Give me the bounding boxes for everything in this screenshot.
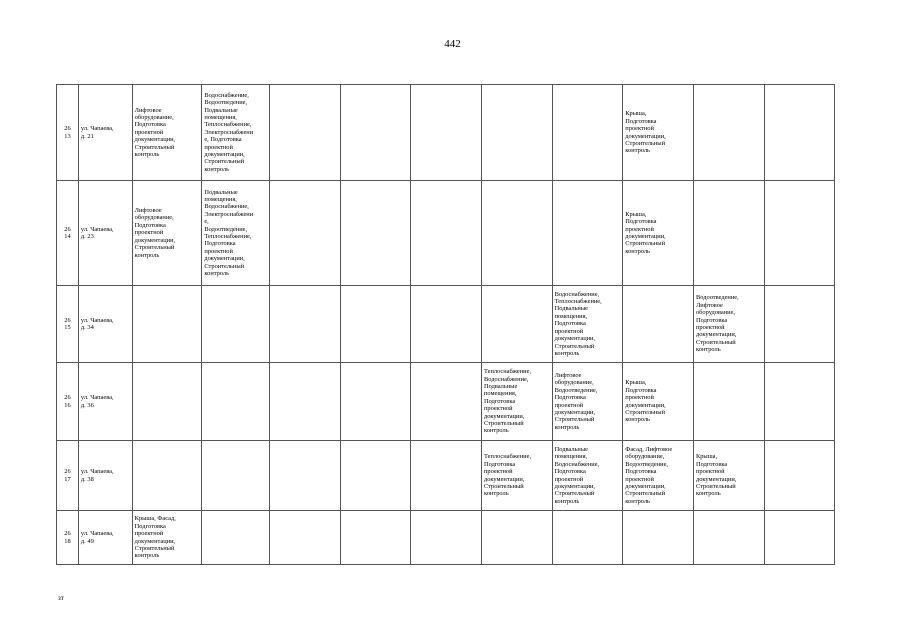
work-type-cell bbox=[270, 181, 341, 286]
row-number-cell: 26 14 bbox=[57, 181, 79, 286]
work-type-cell: Подвальные помещения, Водоснабжение, Подготовка проектной документации, Строительный контроль bbox=[552, 441, 623, 511]
table-body bbox=[57, 85, 905, 565]
work-type-cell bbox=[340, 286, 411, 363]
work-type-cell: Крыша, Подготовка проектной документации, Строительный контроль bbox=[693, 441, 764, 511]
work-type-cell bbox=[481, 181, 552, 286]
work-type-cell: Крыша, Подготовка проектной документации, Строительный контроль bbox=[623, 181, 694, 286]
work-type-cell bbox=[481, 85, 552, 181]
table-row bbox=[57, 286, 905, 363]
address-cell: ул. Чапаева, д. 21 bbox=[78, 85, 132, 181]
work-type-cell bbox=[693, 511, 764, 565]
work-type-cell bbox=[764, 181, 835, 286]
work-type-cell bbox=[693, 363, 764, 441]
work-type-cell bbox=[481, 511, 552, 565]
work-type-cell bbox=[132, 286, 202, 363]
work-type-cell bbox=[340, 363, 411, 441]
page-number: 442 bbox=[444, 38, 461, 50]
work-type-cell bbox=[411, 181, 482, 286]
work-type-cell bbox=[411, 85, 482, 181]
work-type-cell bbox=[340, 441, 411, 511]
work-type-cell: Подвальные помещения, Водоснабжение, Электроснабжени е, Водоотведение, Теплоснабжение, Подготовка проектной документации, Строительный контроль bbox=[202, 181, 270, 286]
work-type-cell bbox=[693, 181, 764, 286]
work-type-cell bbox=[270, 85, 341, 181]
work-type-cell: Фасад, Лифтовое оборудование, Водоотведение, Подготовка проектной документации, Строительный контроль bbox=[623, 441, 694, 511]
work-type-cell bbox=[623, 511, 694, 565]
work-type-cell: Крыша, Подготовка проектной документации, Строительный контроль bbox=[623, 85, 694, 181]
work-type-cell bbox=[764, 511, 835, 565]
work-type-cell: Водоснабжение, Водоотведение, Подвальные помещения, Теплоснабжение, Электроснабжени е, Подготовка проектной документации, Строительный контроль bbox=[202, 85, 270, 181]
work-type-cell bbox=[132, 363, 202, 441]
work-type-cell bbox=[764, 286, 835, 363]
footer-mark: зт bbox=[58, 594, 64, 602]
address-cell: ул. Чапаева, д. 49 bbox=[78, 511, 132, 565]
work-type-cell bbox=[270, 363, 341, 441]
work-type-cell bbox=[552, 511, 623, 565]
work-type-cell bbox=[270, 511, 341, 565]
row-number-cell: 26 15 bbox=[57, 286, 79, 363]
work-type-cell bbox=[411, 441, 482, 511]
repair-schedule-table bbox=[56, 84, 905, 565]
work-type-cell bbox=[481, 286, 552, 363]
table-row bbox=[57, 441, 905, 511]
table-row bbox=[57, 363, 905, 441]
work-type-cell: Лифтовое оборудование, Водоотведение, Подготовка проектной документации, Строительный контроль bbox=[552, 363, 623, 441]
work-type-cell bbox=[202, 441, 270, 511]
work-type-cell bbox=[623, 286, 694, 363]
row-number-cell: 26 18 bbox=[57, 511, 79, 565]
table-row bbox=[57, 181, 905, 286]
work-type-cell bbox=[411, 363, 482, 441]
work-type-cell bbox=[411, 511, 482, 565]
work-type-cell bbox=[340, 181, 411, 286]
work-type-cell bbox=[411, 286, 482, 363]
address-cell: ул. Чапаева, д. 36 bbox=[78, 363, 132, 441]
work-type-cell bbox=[202, 363, 270, 441]
work-type-cell bbox=[270, 441, 341, 511]
work-type-cell: Водоотведение, Лифтовое оборудование, Подготовка проектной документации, Строительный контроль bbox=[693, 286, 764, 363]
work-type-cell: Лифтовое оборудование, Подготовка проектной документации, Строительный контроль bbox=[132, 85, 202, 181]
work-type-cell bbox=[552, 181, 623, 286]
work-type-cell bbox=[340, 511, 411, 565]
row-number-cell: 26 13 bbox=[57, 85, 79, 181]
row-number-cell: 26 16 bbox=[57, 363, 79, 441]
work-type-cell: Теплоснабжение, Подготовка проектной документации, Строительный контроль bbox=[481, 441, 552, 511]
work-type-cell: Водоснабжение, Теплоснабжение, Подвальные помещения, Подготовка проектной документации, Строительный контроль bbox=[552, 286, 623, 363]
work-type-cell bbox=[764, 441, 835, 511]
work-type-cell: Теплоснабжение, Водоснабжение, Подвальные помещения, Подготовка проектной документации, Строительный контроль bbox=[481, 363, 552, 441]
table-row bbox=[57, 511, 905, 565]
work-type-cell bbox=[202, 511, 270, 565]
row-number-cell: 26 17 bbox=[57, 441, 79, 511]
work-type-cell bbox=[764, 85, 835, 181]
work-type-cell: Крыша, Подготовка проектной документации, Строительный контроль bbox=[623, 363, 694, 441]
work-type-cell bbox=[764, 363, 835, 441]
work-type-cell bbox=[340, 85, 411, 181]
work-type-cell bbox=[693, 85, 764, 181]
work-type-cell: Лифтовое оборудование, Подготовка проектной документации, Строительный контроль bbox=[132, 181, 202, 286]
work-type-cell bbox=[202, 286, 270, 363]
work-type-cell bbox=[270, 286, 341, 363]
table-row bbox=[57, 85, 905, 181]
address-cell: ул. Чапаева, д. 38 bbox=[78, 441, 132, 511]
work-type-cell bbox=[132, 441, 202, 511]
work-type-cell: Крыша, Фасад, Подготовка проектной документации, Строительный контроль bbox=[132, 511, 202, 565]
address-cell: ул. Чапаева, д. 34 bbox=[78, 286, 132, 363]
address-cell: ул. Чапаева, д. 23 bbox=[78, 181, 132, 286]
work-type-cell bbox=[552, 85, 623, 181]
